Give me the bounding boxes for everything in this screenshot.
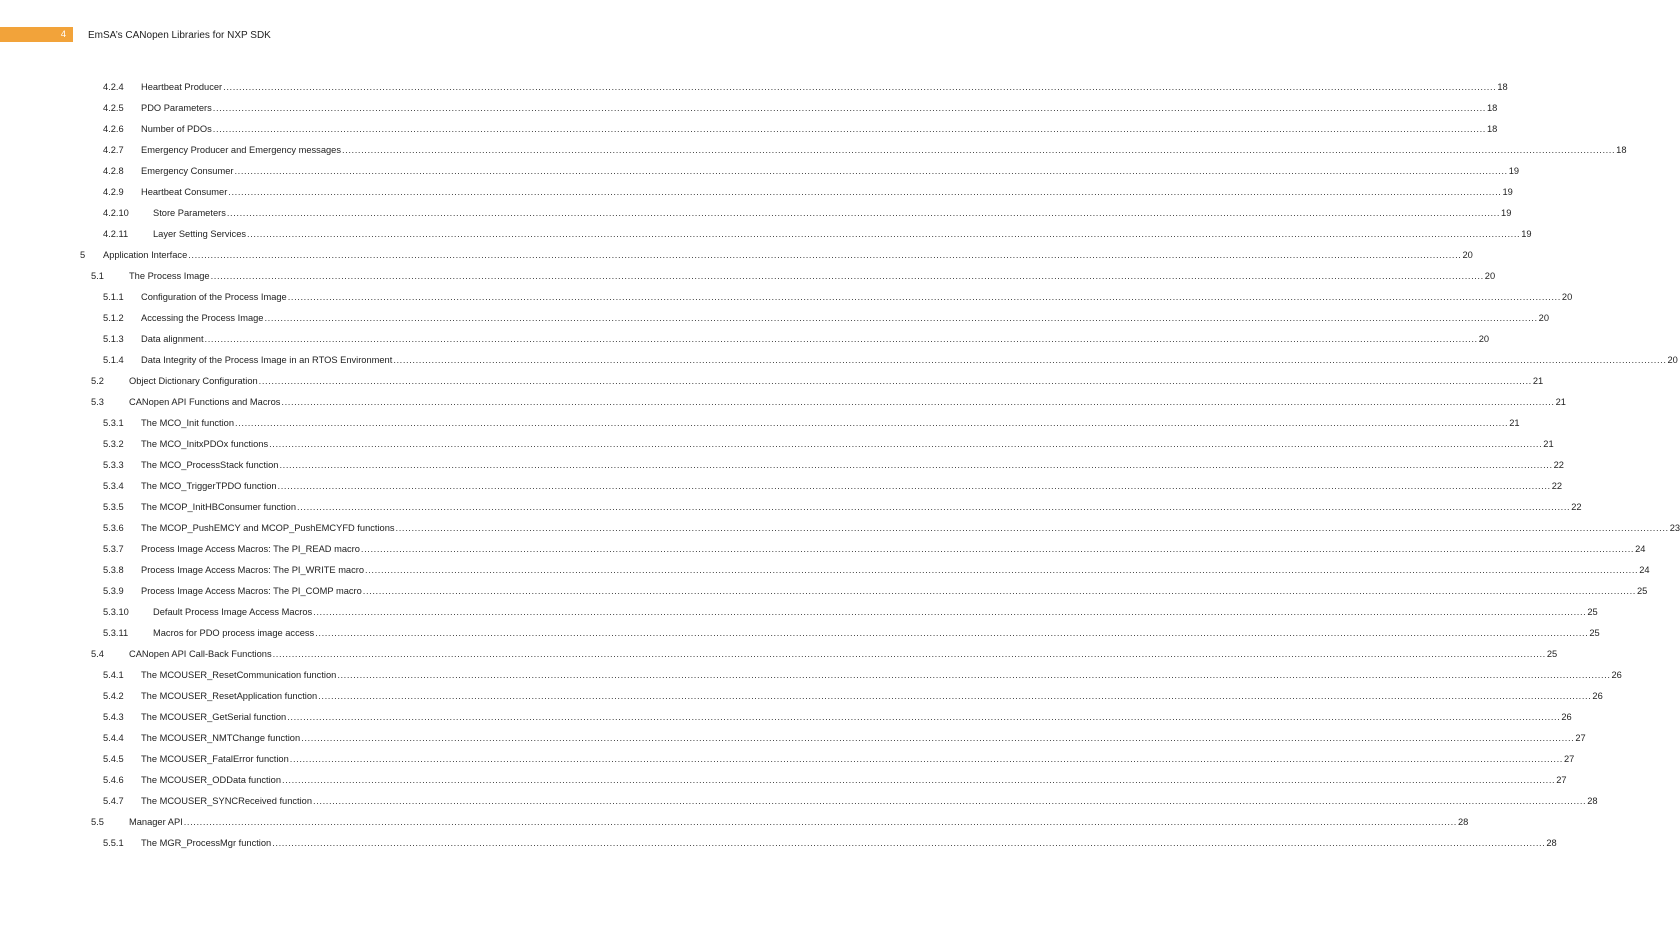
toc-entry-title[interactable]: The MGR_ProcessMgr function	[141, 838, 272, 848]
toc-entry-title[interactable]: Heartbeat Producer	[141, 82, 223, 92]
toc-entry-number: 5.1.2	[103, 313, 124, 323]
toc-entry-title[interactable]: Configuration of the Process Image	[141, 292, 287, 302]
table-of-contents	[0, 77, 1680, 854]
toc-entry-page[interactable]: 26	[1611, 670, 1622, 680]
toc-entry-number: 5.4.4	[103, 733, 124, 743]
toc-entry-page[interactable]: 27	[1575, 733, 1586, 743]
toc-entry[interactable]	[0, 581, 1648, 602]
toc-dot-leader: ................................................................................................................................................................................................................................................................................................................................................................................................................	[393, 355, 1667, 365]
toc-entry-page[interactable]: 20	[1561, 292, 1573, 302]
toc-entry-page[interactable]: 28	[1457, 817, 1469, 827]
toc-entry[interactable]	[0, 350, 1678, 371]
toc-dot-leader: ................................................................................................................................................................................................................................................................................................................................................................................................................	[362, 586, 1636, 596]
toc-entry-page[interactable]: 18	[1497, 82, 1508, 92]
document-title: EmSA’s CANopen Libraries for NXP SDK	[88, 30, 271, 41]
toc-entry[interactable]	[0, 287, 1573, 308]
toc-entry-number: 5.2	[91, 376, 104, 386]
toc-entry-page[interactable]: 21	[1532, 376, 1544, 386]
toc-entry-number: 5.1.3	[103, 334, 124, 344]
toc-dot-leader: ................................................................................................................................................................................................................................................................................................................................................................................................................	[247, 229, 1521, 239]
toc-dot-leader: ................................................................................................................................................................................................................................................................................................................................................................................................................	[301, 733, 1575, 743]
toc-entry[interactable]	[0, 245, 1473, 266]
toc-entry[interactable]	[0, 476, 1563, 497]
toc-entry-title[interactable]: The MCOUSER_FatalError function	[141, 754, 289, 764]
toc-entry-title[interactable]: Object Dictionary Configuration	[129, 376, 258, 386]
toc-entry-title[interactable]: Default Process Image Access Macros	[153, 607, 313, 617]
toc-dot-leader: ................................................................................................................................................................................................................................................................................................................................................................................................................	[315, 628, 1589, 638]
toc-dot-leader: ................................................................................................................................................................................................................................................................................................................................................................................................................	[277, 481, 1551, 491]
toc-entry-page[interactable]: 25	[1636, 586, 1648, 596]
toc-entry[interactable]	[0, 371, 1544, 392]
toc-entry-title[interactable]: Application Interface	[103, 250, 188, 260]
toc-entry-number: 5.3.3	[103, 460, 124, 470]
toc-entry-title[interactable]: Layer Setting Services	[153, 229, 247, 239]
toc-entry-page[interactable]: 27	[1563, 754, 1575, 764]
toc-entry[interactable]	[0, 707, 1572, 728]
toc-entry-page[interactable]: 27	[1556, 775, 1567, 785]
toc-dot-leader: ................................................................................................................................................................................................................................................................................................................................................................................................................	[281, 397, 1555, 407]
toc-dot-leader: ................................................................................................................................................................................................................................................................................................................................................................................................................	[183, 817, 1457, 827]
toc-entry-page[interactable]: 22	[1571, 502, 1582, 512]
toc-dot-leader: ................................................................................................................................................................................................................................................................................................................................................................................................................	[395, 523, 1669, 533]
toc-entry-page[interactable]: 21	[1555, 397, 1566, 407]
toc-dot-leader: ................................................................................................................................................................................................................................................................................................................................................................................................................	[272, 649, 1546, 659]
toc-entry-number: 5.4.5	[103, 754, 124, 764]
toc-entry[interactable]	[0, 791, 1598, 812]
toc-entry-number: 4.2.8	[103, 166, 124, 176]
toc-entry-number: 4.2.11	[103, 229, 129, 239]
toc-entry-title[interactable]: Accessing the Process Image	[141, 313, 264, 323]
toc-entry-page[interactable]: 26	[1592, 691, 1603, 701]
toc-dot-leader: ................................................................................................................................................................................................................................................................................................................................................................................................................	[210, 271, 1484, 281]
toc-entry-page[interactable]: 21	[1509, 418, 1520, 428]
toc-entry-number: 5	[80, 250, 86, 260]
toc-entry-page[interactable]: 22	[1551, 481, 1563, 491]
toc-entry-page[interactable]: 26	[1561, 712, 1572, 722]
toc-dot-leader: ................................................................................................................................................................................................................................................................................................................................................................................................................	[279, 460, 1553, 470]
toc-entry-number: 5.3.5	[103, 502, 124, 512]
toc-entry-page[interactable]: 20	[1538, 313, 1549, 323]
toc-entry[interactable]	[0, 392, 1566, 413]
toc-entry-page[interactable]: 25	[1589, 628, 1600, 638]
toc-entry[interactable]	[0, 560, 1650, 581]
toc-dot-leader: ................................................................................................................................................................................................................................................................................................................................................................................................................	[289, 754, 1563, 764]
toc-entry-title[interactable]: Process Image Access Macros: The PI_WRITE macro	[141, 565, 365, 575]
toc-entry-number: 4.2.7	[103, 145, 124, 155]
toc-entry-number: 5.5	[91, 817, 104, 827]
toc-entry-number: 5.4.3	[103, 712, 124, 722]
toc-entry-number: 5.1.4	[103, 355, 124, 365]
toc-entry[interactable]	[0, 686, 1603, 707]
toc-entry[interactable]	[0, 833, 1557, 854]
toc-entry-page[interactable]: 28	[1587, 796, 1598, 806]
toc-dot-leader: ................................................................................................................................................................................................................................................................................................................................................................................................................	[360, 544, 1635, 554]
toc-entry[interactable]	[0, 455, 1564, 476]
toc-entry-number: 5.4.2	[103, 691, 124, 701]
toc-entry-page[interactable]: 19	[1501, 208, 1512, 218]
toc-dot-leader: ................................................................................................................................................................................................................................................................................................................................................................................................................	[212, 124, 1486, 134]
toc-dot-leader: ................................................................................................................................................................................................................................................................................................................................................................................................................	[313, 607, 1587, 617]
toc-entry-title[interactable]: The MCO_InitxPDOx functions	[141, 439, 269, 449]
toc-entry[interactable]	[0, 602, 1598, 623]
toc-entry[interactable]	[0, 140, 1627, 161]
toc-entry-page[interactable]: 18	[1616, 145, 1627, 155]
toc-entry-number: 4.2.6	[103, 124, 124, 134]
toc-entry[interactable]	[0, 644, 1558, 665]
toc-dot-leader: ................................................................................................................................................................................................................................................................................................................................................................................................................	[318, 691, 1592, 701]
toc-entry-page[interactable]: 25	[1587, 607, 1598, 617]
toc-entry-number: 5.3.9	[103, 586, 124, 596]
toc-entry-number: 5.3.7	[103, 544, 124, 554]
toc-dot-leader: ................................................................................................................................................................................................................................................................................................................................................................................................................	[188, 250, 1462, 260]
toc-entry-number: 5.3.11	[103, 628, 129, 638]
toc-dot-leader: ................................................................................................................................................................................................................................................................................................................................................................................................................	[337, 670, 1611, 680]
toc-dot-leader: ................................................................................................................................................................................................................................................................................................................................................................................................................	[365, 565, 1639, 575]
toc-entry-number: 5.4.7	[103, 796, 124, 806]
toc-entry-page[interactable]: 21	[1543, 439, 1554, 449]
toc-entry[interactable]	[0, 182, 1513, 203]
toc-entry-page[interactable]: 19	[1521, 229, 1532, 239]
toc-entry[interactable]	[0, 224, 1532, 245]
toc-entry-title[interactable]: The MCOUSER_ResetApplication function	[141, 691, 318, 701]
toc-entry[interactable]	[0, 728, 1586, 749]
toc-dot-leader: ................................................................................................................................................................................................................................................................................................................................................................................................................	[297, 502, 1571, 512]
toc-entry-number: 5.3.1	[103, 418, 124, 428]
toc-entry[interactable]	[0, 119, 1498, 140]
toc-entry-title[interactable]: Macros for PDO process image access	[153, 628, 315, 638]
toc-entry[interactable]	[0, 497, 1582, 518]
toc-entry-title[interactable]: CANopen API Call-Back Functions	[129, 649, 272, 659]
toc-entry[interactable]	[0, 623, 1600, 644]
toc-entry[interactable]	[0, 539, 1646, 560]
toc-entry[interactable]	[0, 518, 1680, 539]
toc-entry-title[interactable]: The MCO_TriggerTPDO function	[141, 481, 277, 491]
toc-entry-number: 5.3.10	[103, 607, 129, 617]
toc-entry-page[interactable]: 28	[1546, 838, 1557, 848]
toc-entry-title[interactable]: Data Integrity of the Process Image in an RTOS Environment	[141, 355, 393, 365]
toc-entry-title[interactable]: The MCO_ProcessStack function	[141, 460, 279, 470]
toc-entry-page[interactable]: 18	[1486, 103, 1498, 113]
toc-entry-number: 5.3.8	[103, 565, 124, 575]
toc-dot-leader: ................................................................................................................................................................................................................................................................................................................................................................................................................	[223, 82, 1497, 92]
toc-entry-page[interactable]: 19	[1508, 166, 1520, 176]
toc-entry-title[interactable]: The MCOUSER_NMTChange function	[141, 733, 301, 743]
toc-entry-title[interactable]: The MCOUSER_GetSerial function	[141, 712, 287, 722]
toc-entry-title[interactable]: Data alignment	[141, 334, 204, 344]
toc-entry-number: 5.3.2	[103, 439, 124, 449]
toc-entry-title[interactable]: The MCOP_InitHBConsumer function	[141, 502, 297, 512]
toc-entry-title[interactable]: Number of PDOs	[141, 124, 212, 134]
toc-dot-leader: ................................................................................................................................................................................................................................................................................................................................................................................................................	[282, 775, 1556, 785]
toc-entry-number: 5.3.6	[103, 523, 124, 533]
toc-entry-number: 5.1	[91, 271, 104, 281]
toc-entry-number: 4.2.10	[103, 208, 129, 218]
toc-entry-title[interactable]: PDO Parameters	[141, 103, 212, 113]
toc-entry[interactable]	[0, 413, 1520, 434]
toc-entry[interactable]	[0, 161, 1520, 182]
toc-entry[interactable]	[0, 812, 1469, 833]
toc-entry-page[interactable]: 20	[1462, 250, 1473, 260]
toc-entry[interactable]	[0, 770, 1567, 791]
toc-entry-title[interactable]: Heartbeat Consumer	[141, 187, 228, 197]
toc-entry-number: 4.2.5	[103, 103, 124, 113]
toc-entry-title[interactable]: Store Parameters	[153, 208, 226, 218]
toc-entry-page[interactable]: 19	[1502, 187, 1513, 197]
toc-dot-leader: ................................................................................................................................................................................................................................................................................................................................................................................................................	[264, 313, 1538, 323]
toc-dot-leader: ................................................................................................................................................................................................................................................................................................................................................................................................................	[226, 208, 1501, 218]
toc-entry-number: 5.4.1	[103, 670, 124, 680]
toc-entry[interactable]	[0, 434, 1554, 455]
toc-entry-title[interactable]: Emergency Consumer	[141, 166, 234, 176]
toc-entry-page[interactable]: 20	[1484, 271, 1496, 281]
toc-dot-leader: ................................................................................................................................................................................................................................................................................................................................................................................................................	[228, 187, 1502, 197]
toc-entry-page[interactable]: 23	[1669, 523, 1680, 533]
toc-entry-page[interactable]: 20	[1667, 355, 1678, 365]
toc-entry-title[interactable]: Manager API	[129, 817, 183, 827]
toc-dot-leader: ................................................................................................................................................................................................................................................................................................................................................................................................................	[287, 292, 1561, 302]
toc-dot-leader: ................................................................................................................................................................................................................................................................................................................................................................................................................	[341, 145, 1616, 155]
page-number: 4	[60, 29, 66, 40]
toc-entry[interactable]	[0, 329, 1490, 350]
toc-dot-leader: ................................................................................................................................................................................................................................................................................................................................................................................................................	[212, 103, 1486, 113]
toc-entry-number: 4.2.9	[103, 187, 124, 197]
toc-dot-leader: ................................................................................................................................................................................................................................................................................................................................................................................................................	[272, 838, 1546, 848]
toc-entry-title[interactable]: The MCOUSER_ODData function	[141, 775, 282, 785]
toc-entry-title[interactable]: The MCO_Init function	[141, 418, 235, 428]
toc-dot-leader: ................................................................................................................................................................................................................................................................................................................................................................................................................	[235, 418, 1509, 428]
toc-entry[interactable]	[0, 665, 1622, 686]
toc-entry-title[interactable]: Emergency Producer and Emergency messages	[141, 145, 341, 155]
toc-entry-title[interactable]: CANopen API Functions and Macros	[129, 397, 281, 407]
toc-entry-title[interactable]: The Process Image	[129, 271, 210, 281]
toc-entry[interactable]	[0, 203, 1512, 224]
toc-dot-leader: ................................................................................................................................................................................................................................................................................................................................................................................................................	[204, 334, 1478, 344]
toc-entry[interactable]	[0, 266, 1496, 287]
toc-dot-leader: ................................................................................................................................................................................................................................................................................................................................................................................................................	[313, 796, 1587, 806]
toc-entry-title[interactable]: The MCOUSER_ResetCommunication function	[141, 670, 337, 680]
toc-entry-number: 5.3	[91, 397, 104, 407]
toc-entry[interactable]	[0, 77, 1508, 98]
toc-entry-title[interactable]: Process Image Access Macros: The PI_READ macro	[141, 544, 360, 554]
toc-entry-number: 5.3.4	[103, 481, 124, 491]
toc-dot-leader: ................................................................................................................................................................................................................................................................................................................................................................................................................	[258, 376, 1532, 386]
toc-entry-title[interactable]: The MCOP_PushEMCY and MCOP_PushEMCYFD functions	[141, 523, 395, 533]
toc-entry-number: 4.2.4	[103, 82, 124, 92]
toc-entry-page[interactable]: 24	[1635, 544, 1646, 554]
toc-entry-page[interactable]: 25	[1546, 649, 1558, 659]
toc-entry[interactable]	[0, 308, 1549, 329]
toc-entry-title[interactable]: The MCOUSER_SYNCReceived function	[141, 796, 313, 806]
toc-entry-page[interactable]: 22	[1553, 460, 1564, 470]
toc-dot-leader: ................................................................................................................................................................................................................................................................................................................................................................................................................	[287, 712, 1561, 722]
toc-entry-page[interactable]: 18	[1486, 124, 1498, 134]
toc-entry-number: 5.5.1	[103, 838, 124, 848]
toc-entry-page[interactable]: 24	[1639, 565, 1650, 575]
toc-entry-page[interactable]: 20	[1478, 334, 1490, 344]
toc-entry-title[interactable]: Process Image Access Macros: The PI_COMP macro	[141, 586, 362, 596]
toc-dot-leader: ................................................................................................................................................................................................................................................................................................................................................................................................................	[234, 166, 1508, 176]
toc-entry-number: 5.4	[91, 649, 104, 659]
toc-entry-number: 5.1.1	[103, 292, 124, 302]
toc-dot-leader: ................................................................................................................................................................................................................................................................................................................................................................................................................	[269, 439, 1543, 449]
toc-entry[interactable]	[0, 749, 1575, 770]
toc-entry-number: 5.4.6	[103, 775, 124, 785]
toc-entry[interactable]	[0, 98, 1498, 119]
